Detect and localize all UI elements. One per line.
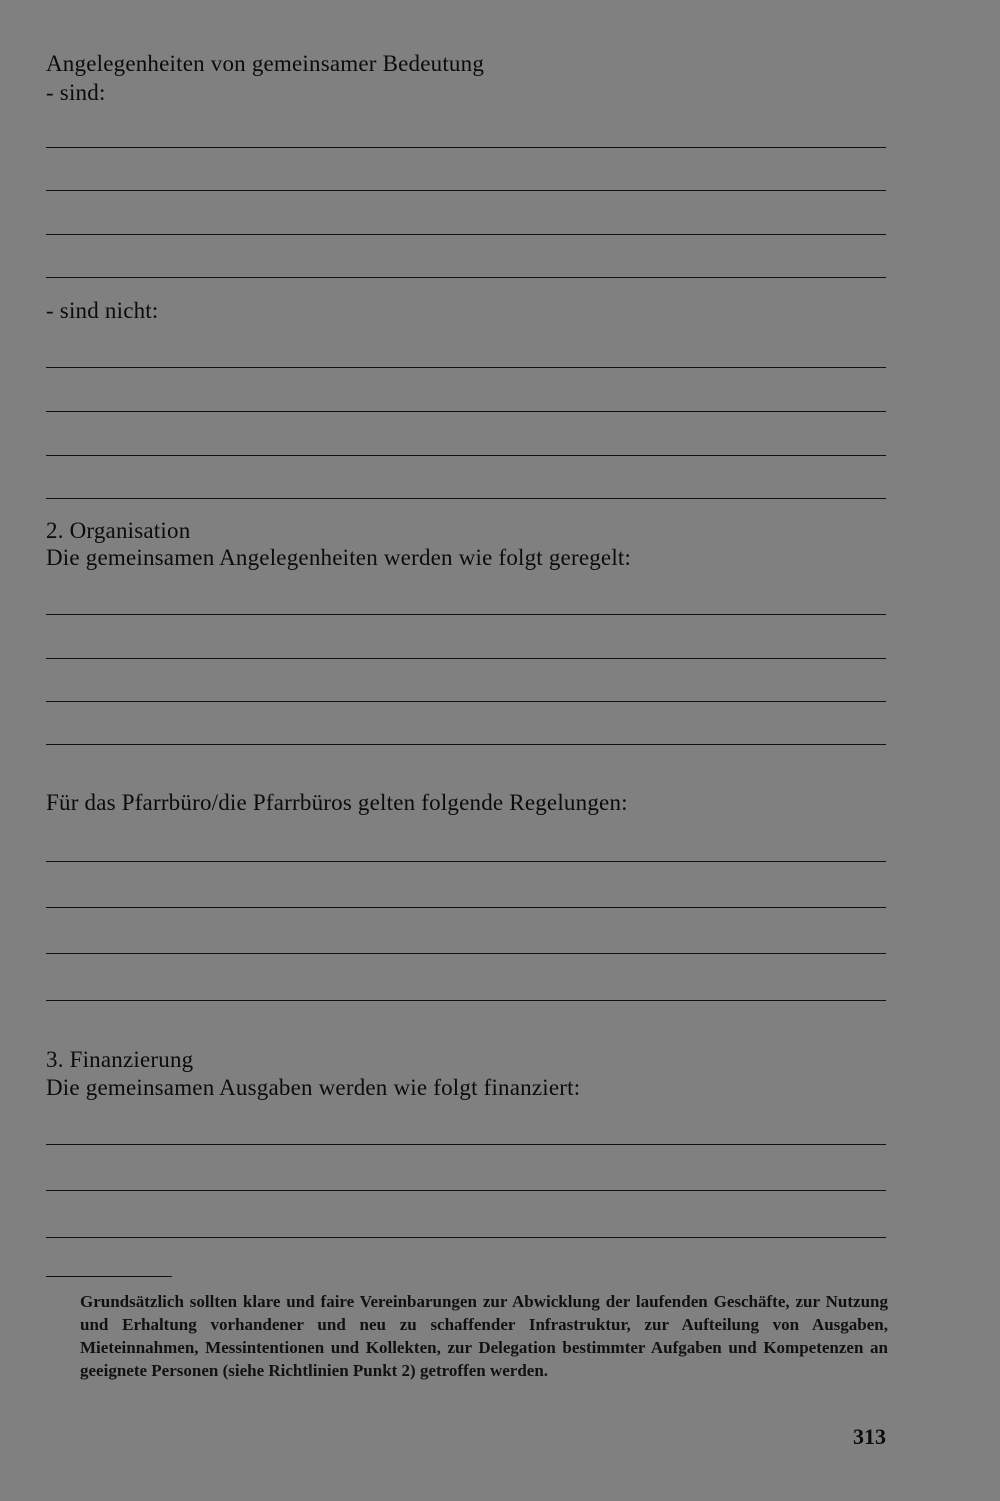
- blank-line[interactable]: [46, 953, 886, 954]
- blank-line[interactable]: [46, 147, 886, 148]
- blank-line[interactable]: [46, 1144, 886, 1145]
- blank-line[interactable]: [46, 411, 886, 412]
- blank-line[interactable]: [46, 1190, 886, 1191]
- blank-line[interactable]: [46, 658, 886, 659]
- blank-line[interactable]: [46, 701, 886, 702]
- blank-line[interactable]: [46, 907, 886, 908]
- section-common-matters-heading: Angelegenheiten von gemeinsamer Bedeutung: [46, 51, 485, 76]
- page-number: 313: [853, 1424, 886, 1449]
- organisation-intro: Die gemeinsamen Angelegenheiten werden wie folgt geregelt:: [46, 545, 632, 570]
- footnote-separator: [46, 1276, 172, 1277]
- section-finanzierung-heading: 3. Finanzierung: [46, 1047, 194, 1072]
- label-sind-nicht: - sind nicht:: [46, 298, 159, 323]
- blank-line[interactable]: [46, 190, 886, 191]
- section-organisation-heading: 2. Organisation: [46, 518, 191, 543]
- finanzierung-intro: Die gemeinsamen Ausgaben werden wie folgt finanziert:: [46, 1075, 581, 1100]
- footnote-text: Grundsätzlich sollten klare und faire Vereinbarungen zur Abwicklung der laufenden Geschäfte, zur Nutzung und Erhaltung vorhandener und neu zu schaffender Infrastruktur, zur Aufteilung von Ausgaben, Mieteinnahmen, Messintentionen und Kollekten, zur Delegation bestimmter Aufgaben und Kompetenzen an geeignete Personen (siehe Richtlinien Punkt 2) getroffen werden.: [80, 1292, 888, 1380]
- blank-line[interactable]: [46, 744, 886, 745]
- label-sind: - sind:: [46, 80, 106, 105]
- blank-line[interactable]: [46, 1237, 886, 1238]
- blank-line[interactable]: [46, 861, 886, 862]
- blank-line[interactable]: [46, 1000, 886, 1001]
- blank-line[interactable]: [46, 277, 886, 278]
- parish-office-rules: Für das Pfarrbüro/die Pfarrbüros gelten folgende Regelungen:: [46, 790, 628, 815]
- blank-line[interactable]: [46, 614, 886, 615]
- blank-line[interactable]: [46, 498, 886, 499]
- blank-line[interactable]: [46, 234, 886, 235]
- blank-line[interactable]: [46, 367, 886, 368]
- blank-line[interactable]: [46, 455, 886, 456]
